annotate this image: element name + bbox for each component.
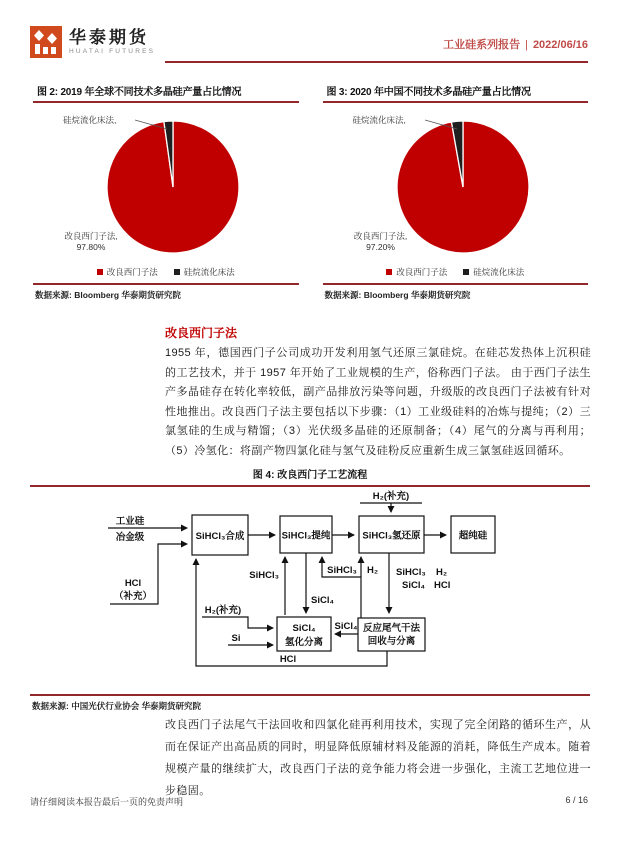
label-sicl4-to-hydro: SiCl₄ — [334, 621, 358, 632]
brand-name-en: HUATAI FUTURES — [69, 47, 156, 55]
chart-source: 数据来源: Bloomberg 华泰期货研究院 — [33, 283, 299, 301]
svg-text:SiHCl₃合成: SiHCl₃合成 — [195, 531, 245, 542]
label-metallurgical-grade: 冶金级 — [115, 532, 145, 543]
label-hcl-makeup-2: （补充） — [113, 591, 153, 602]
legend-item: 改良西门子法 — [97, 266, 158, 278]
label-h2-return: H₂ — [367, 565, 379, 576]
brand-logo — [30, 26, 155, 58]
footer-disclaimer: 请仔细阅读本报告最后一页的免责声明 — [30, 797, 184, 807]
charts-row — [33, 82, 588, 301]
chart-title: 图 2: 2019 年全球不同技术多晶硅产量占比情况 — [33, 82, 299, 103]
svg-text:SiHCl₃提纯: SiHCl₃提纯 — [281, 530, 331, 542]
chart-legend — [323, 265, 589, 278]
pie-main-slice-label: 改良西门子法, 97.20% — [353, 231, 408, 252]
figure4-source: 数据来源: 中国光伏行业协会 华泰期货研究院 — [30, 694, 590, 712]
flow-box-synthesis — [192, 515, 248, 555]
process-flow-diagram — [30, 485, 590, 693]
flow-box-purification — [280, 516, 332, 553]
flow-box-hydrogenation-separation — [277, 617, 331, 651]
legend-item: 硅烷流化床法 — [463, 266, 524, 278]
label-sicl4-down: SiCl₄ — [311, 595, 335, 606]
arrow-h2-into-hydro-sep — [202, 617, 273, 628]
svg-text:回收与分离: 回收与分离 — [367, 636, 416, 647]
legend-swatch-dark — [174, 269, 180, 275]
label-sihcl3-recycle: SiHCl₃ — [249, 570, 279, 581]
legend-item: 改良西门子法 — [386, 266, 447, 278]
svg-text:氢化分离: 氢化分离 — [284, 637, 324, 648]
brand-name-cn: 华泰期货 — [69, 27, 149, 47]
chart-figure-2 — [33, 82, 299, 301]
label-tailgas-sicl4: SiCl₄ — [402, 580, 426, 591]
label-tailgas-h2: H₂ — [436, 567, 448, 578]
page-number: 6 / 16 — [565, 795, 588, 805]
pie-chart-2020-china — [323, 103, 589, 265]
pie-small-slice-label: 硅烷流化床法, — [352, 115, 406, 125]
chart-title: 图 3: 2020 年中国不同技术多晶硅产量占比情况 — [323, 82, 589, 103]
legend-swatch-red — [97, 269, 103, 275]
header-divider — [165, 61, 588, 63]
legend-item: 硅烷流化床法 — [174, 266, 235, 278]
flow-box-reduction — [359, 516, 424, 553]
flow-box-tailgas-recovery — [358, 618, 425, 651]
flow-box-ultrapure-silicon — [451, 516, 495, 553]
svg-text:反应尾气干法: 反应尾气干法 — [362, 623, 421, 634]
label-hcl-bottom: HCl — [279, 654, 297, 665]
label-tailgas-hcl: HCl — [434, 580, 451, 591]
legend-swatch-dark — [463, 269, 469, 275]
svg-text:SiCl₄: SiCl₄ — [292, 623, 316, 634]
label-h2-makeup-top: H₂(补充) — [372, 491, 410, 502]
svg-text:超纯硅: 超纯硅 — [458, 530, 488, 542]
label-si-input: Si — [231, 633, 241, 644]
closing-paragraph: 改良西门子法尾气干法回收和四氯化硅再利用技术，实现了完全闭路的循环生产，从而在保证产出高品质的同时，明显降低原辅材料及能源的消耗，降低生产成本。随着规模产量的继续扩大，改良西门子法的竞争能力将会进一步强化，主流工艺地位进一步稳固。 — [165, 719, 591, 797]
chart-legend — [33, 265, 299, 278]
pie-chart-2019-global — [33, 103, 299, 265]
legend-swatch-red — [386, 269, 392, 275]
pie-main-slice-label: 改良西门子法, 97.80% — [64, 231, 118, 252]
figure4-title: 图 4: 改良西门子工艺流程 — [30, 466, 590, 487]
report-series-title: 工业硅系列报告 — [443, 39, 521, 51]
label-h2-makeup-mid: H₂(补充) — [204, 605, 242, 616]
body-paragraph: 1955 年，德国西门子公司成功开发利用氢气还原三氯硅烷。在硅芯发热体上沉积硅的工艺技术，并于 1957 年开始了工业规模的生产，俗称西门子法。 由于西门子法生产多晶硅存在转化率较低，副产品排放污染等问题，升级版的改良西门子法被有针对性地推出。改良西门子法主要包括以下步骤：（1）工业级硅料的冶炼与提纯；（2）三氯氢硅的生成与精馏；（3）光伏级多晶硅的还原制备；（4）尾气的分离与再利用；（5）冷氢化：将副产物四氯化硅与氢气及硅粉反应重新生成三氯氢硅返回循环。 — [165, 347, 591, 457]
chart-figure-3 — [323, 82, 589, 301]
report-header — [443, 36, 588, 52]
chart-source: 数据来源: Bloomberg 华泰期货研究院 — [323, 283, 589, 301]
label-hcl-makeup: HCl — [124, 578, 142, 589]
pie-small-slice-label: 硅烷流化床法, — [63, 115, 117, 125]
header-separator: | — [525, 39, 528, 51]
label-industrial-si: 工业硅 — [115, 516, 145, 527]
svg-text:SiHCl₃氢还原: SiHCl₃氢还原 — [362, 530, 421, 542]
label-tailgas-sihcl3: SiHCl₃ — [396, 567, 426, 578]
report-date: 2022/06/16 — [532, 39, 588, 51]
section-heading: 改良西门子法 — [165, 326, 238, 340]
label-sihcl3-return: SiHCl₃ — [327, 565, 357, 576]
huatai-logo-icon — [30, 26, 62, 58]
